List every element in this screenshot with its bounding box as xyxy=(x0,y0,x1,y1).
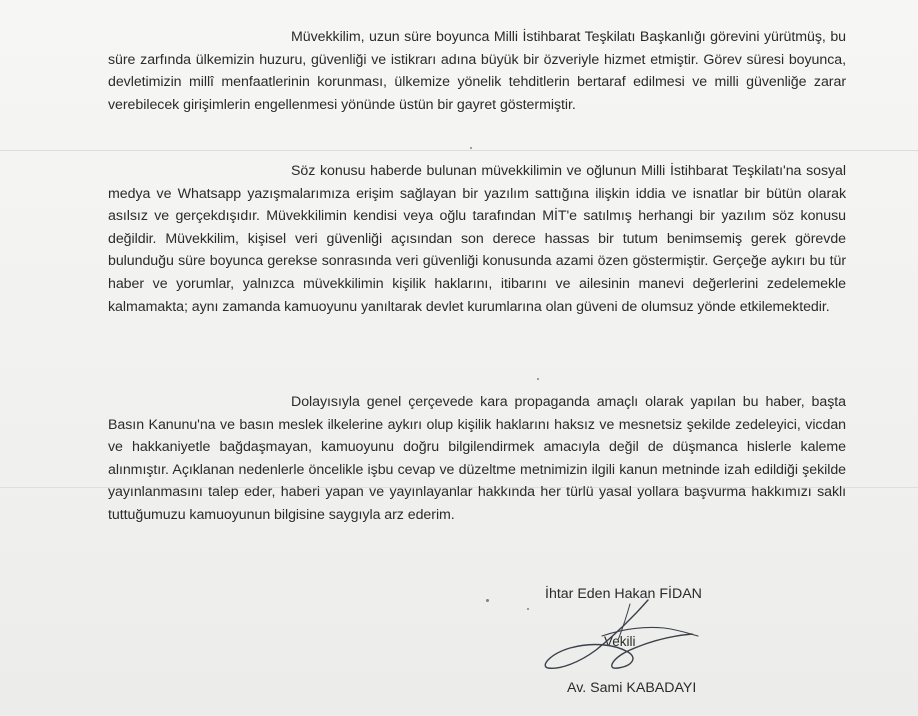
paragraph-mission-service: Müvekkilim, uzun süre boyunca Milli İstihbarat Teşkilatı Başkanlığı görevini yürütmüş, bu süre zarfında ülkemizin huzuru, güvenliği ve istikrarı adına büyük bir özveriyle hizmet etmiştir. Görev süresi boyunca, devletimizin millî menfaatlerinin korunması, ülkemize yönelik tehditlerin bertaraf edilmesi ve milli güvenliğe zarar verebilecek girişimlerin engellenmesi yönünde üstün bir gayret göstermiştir. xyxy=(108,29,846,113)
paper-fold-line xyxy=(0,150,918,151)
lawyer-name: Av. Sami KABADAYI xyxy=(567,680,697,696)
ihtar-eden-line: İhtar Eden Hakan FİDAN xyxy=(545,586,702,602)
paragraph-denial-of-claims: Söz konusu haberde bulunan müvekkilimin ve oğlunun Milli İstihbarat Teşkilatı'na sosyal medya ve Whatsapp yazışmalarımıza erişim sağlayan bir yazılım sattığına ilişkin iddia ve isnatlar bir bütün olarak asılsız ve gerçekdışıdır. Müvekkilimin kendisi veya oğlu tarafından MİT'e satılmış herhangi bir yazılım söz konusu değildir. Müvekkilim, kişisel veri güvenliği açısından son derece hassas bir tutum benimsemiş gerek görevde bulunduğu süre boyunca gerekse sonrasında veri güvenliği konusunda azami özen göstermiştir. Gerçeğe aykırı bu tür haber ve yorumlar, yalnızca müvekkilimin kişilik haklarını, itibarını ve ailesinin manevi değerlerini zedelemekle kalmamakta; aynı zamanda kamuoyunu yanıltarak devlet kurumlarına olan güveni de olumsuz yönde etkilemektedir. xyxy=(108,163,846,315)
vekili-label: Vekili xyxy=(604,634,636,649)
scan-speck xyxy=(527,608,529,610)
paragraph-legal-request: Dolayısıyla genel çerçevede kara propaganda amaçlı olarak yapılan bu haber, başta Basın Kanunu'na ve basın meslek ilkelerine aykırı olup kişilik haklarını haksız ve mesnetsiz şekilde zedeleyici, vicdan ve hakkaniyetle bağdaşmayan, kamuoyunu doğru bilgilendirmek amacıyla değil de düşmanca hislerle kaleme alınmıştır. Açıklanan nedenlerle öncelikle işbu cevap ve düzeltme metnimizin ilgili kanun metninde izah edildiği şekilde yayınlanmasını talep eder, haberi yapan ve yayınlayanlar hakkında her türlü yasal yollara başvurma hakkımızı saklı tuttuğumuzu kamuoyunun bilgisine saygıyla arz ederim. xyxy=(108,394,846,523)
scan-speck xyxy=(486,599,489,602)
scan-speck xyxy=(537,378,539,380)
scan-speck xyxy=(470,147,472,149)
handwritten-signature xyxy=(530,596,730,686)
